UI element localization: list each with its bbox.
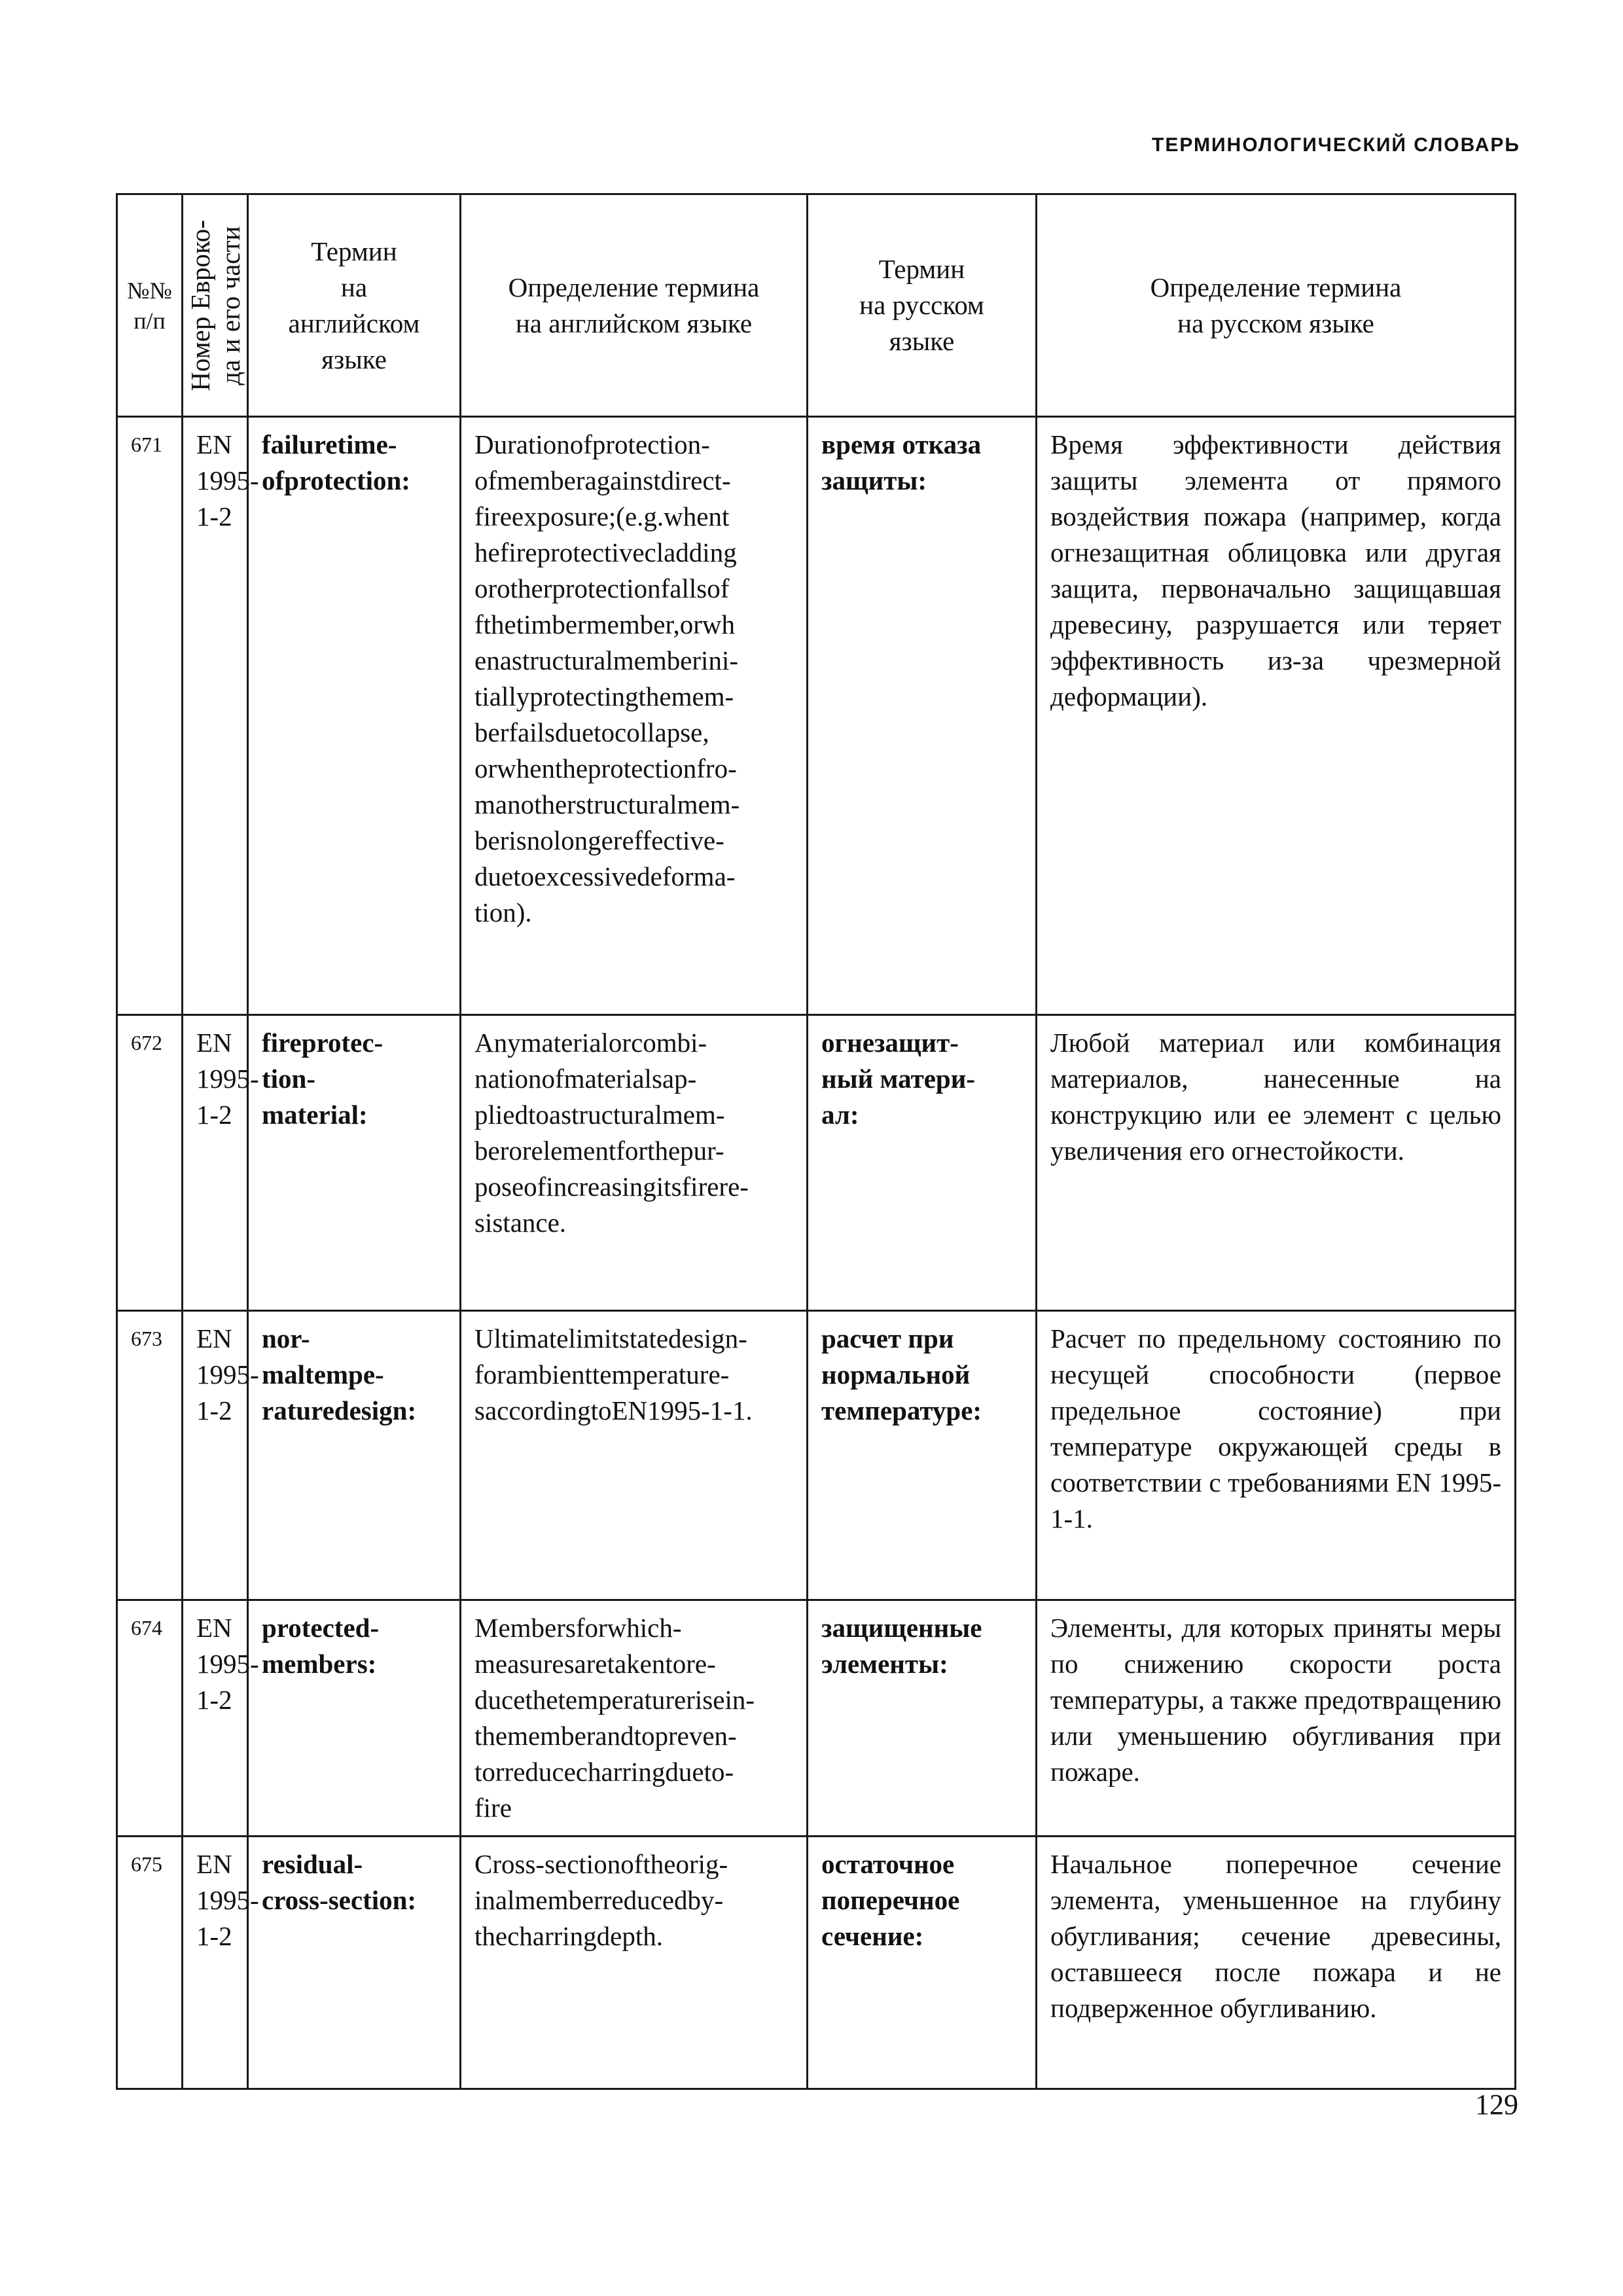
english-definition: Ultimatelimitstatedesign- forambienttemperature- saccordingtoEN1995-1-1. bbox=[461, 1311, 808, 1600]
russian-term: остаточное поперечное сечение: bbox=[808, 1837, 1037, 2089]
russian-term: расчет при нормальной температуре: bbox=[808, 1311, 1037, 1600]
russian-definition: Начальное поперечное сечение элемента, уменьшенное на глубину обугливания; сечение древесины, оставшееся после пожара и не подверженное обугливанию. bbox=[1037, 1837, 1516, 2089]
russian-definition: Время эффективности действия защиты элемента от прямого воздействия пожара (например, когда огнезащитная облицовка или другая защита, первоначально защищавшая древесину, разрушается или теряет эффективность из-за чрезмерной деформации). bbox=[1037, 417, 1516, 1015]
table-row bbox=[117, 417, 1516, 1015]
russian-definition: Расчет по предельному состоянию по несущей способности (первое предельное состояние) при температуре окружающей среды в соответствии с требованиями EN 1995-1-1. bbox=[1037, 1311, 1516, 1600]
row-number: 672 bbox=[117, 1015, 183, 1311]
english-definition: Anymaterialorcombi- nationofmaterialsap- pliedtoastructuralmem- berorelementforthepur- poseofincreasingitsfirere- sistance. bbox=[461, 1015, 808, 1311]
row-number: 671 bbox=[117, 417, 183, 1015]
eurocode-part: EN 1995- 1-2 bbox=[183, 1015, 248, 1311]
english-definition: Durationofprotection- ofmemberagainstdirect- fireexposure;(e.g.whent hefireprotectivecladding orotherprotectionfallsof fthetimbermember,orwh enastructuralmemberini- tiallyprotectingthemem- berfailsduetocollapse, orwhentheprotectionfro- manotherstructuralmem- berisnolongereffective- duetoexcessivedeforma- tion). bbox=[461, 417, 808, 1015]
table-row bbox=[117, 1837, 1516, 2089]
russian-term: время отказа защиты: bbox=[808, 417, 1037, 1015]
english-term: protected- members: bbox=[248, 1600, 461, 1837]
english-term: failuretime- ofprotection: bbox=[248, 417, 461, 1015]
english-definition: Cross-sectionoftheorig- inalmemberreducedby- thecharringdepth. bbox=[461, 1837, 808, 2089]
english-term: residual- cross-section: bbox=[248, 1837, 461, 2089]
column-header-eurocode bbox=[183, 194, 248, 417]
russian-definition: Любой материал или комбинация материалов, нанесенные на конструкцию или ее элемент с целью увеличения его огнестойкости. bbox=[1037, 1015, 1516, 1311]
eurocode-part: EN 1995- 1-2 bbox=[183, 1600, 248, 1837]
column-header-english-term: Термин на английском языке bbox=[248, 194, 461, 417]
eurocode-part: EN 1995- 1-2 bbox=[183, 1311, 248, 1600]
table-header-row bbox=[117, 194, 1516, 417]
row-number: 674 bbox=[117, 1600, 183, 1837]
table-row bbox=[117, 1311, 1516, 1600]
glossary-table bbox=[116, 193, 1516, 2090]
eurocode-part: EN 1995- 1-2 bbox=[183, 1837, 248, 2089]
table-row bbox=[117, 1015, 1516, 1311]
row-number: 673 bbox=[117, 1311, 183, 1600]
page-number: 129 bbox=[1475, 2089, 1518, 2121]
column-header-russian-definition: Определение термина на русском языке bbox=[1037, 194, 1516, 417]
english-definition: Membersforwhich- measuresaretakentore- ducethetemperaturerisein- thememberandtopreven- torreducecharringdueto- fire bbox=[461, 1600, 808, 1837]
table-row bbox=[117, 1600, 1516, 1837]
english-term: fireprotec- tion- material: bbox=[248, 1015, 461, 1311]
column-header-russian-term: Термин на русском языке bbox=[808, 194, 1037, 417]
row-number: 675 bbox=[117, 1837, 183, 2089]
eurocode-part: EN 1995- 1-2 bbox=[183, 417, 248, 1015]
russian-term: огнезащит- ный матери- ал: bbox=[808, 1015, 1037, 1311]
column-header-number: №№ п/п bbox=[117, 194, 183, 417]
column-header-english-definition: Определение термина на английском языке bbox=[461, 194, 808, 417]
english-term: nor- maltempe- raturedesign: bbox=[248, 1311, 461, 1600]
column-header-eurocode-text: Номер Евроко- да и его части bbox=[185, 219, 245, 391]
russian-term: защищенные элементы: bbox=[808, 1600, 1037, 1837]
russian-definition: Элементы, для которых приняты меры по снижению скорости роста температуры, а также предотвращению или уменьшению обугливания при пожаре. bbox=[1037, 1600, 1516, 1837]
running-header: ТЕРМИНОЛОГИЧЕСКИЙ СЛОВАРЬ bbox=[1152, 134, 1520, 156]
